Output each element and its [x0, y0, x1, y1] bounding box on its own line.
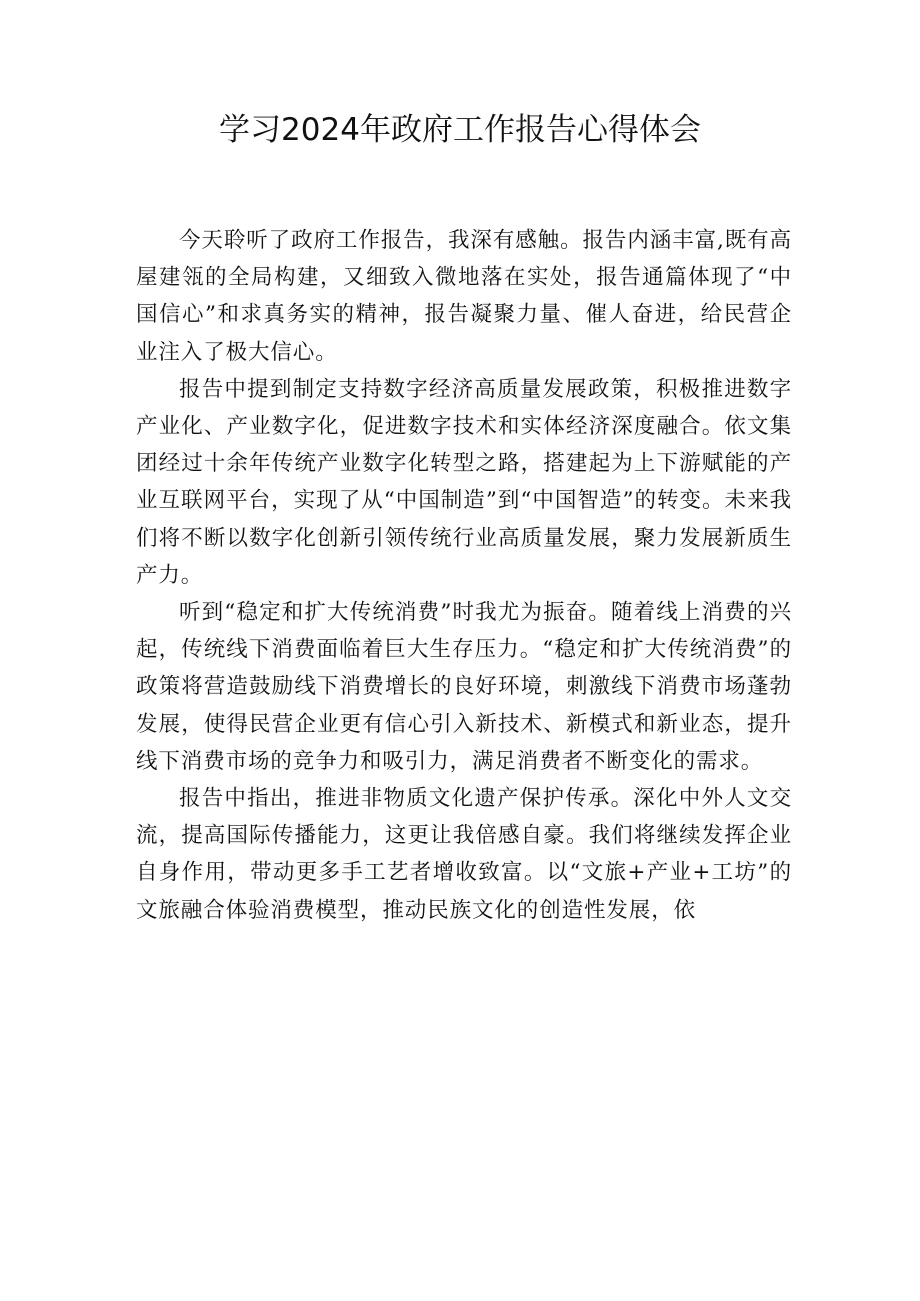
document-body	[136, 222, 792, 929]
paragraph-1: 今天聆听了政府工作报告，我深有感触。报告内涵丰富,既有高屋建瓴的全局构建，又细致入微地落在实处，报告通篇体现了“中国信心”和求真务实的精神，报告凝聚力量、催人奋进，给民营企业注入了极大信心。	[136, 228, 792, 365]
document-title: 学习2024年政府工作报告心得体会	[219, 112, 701, 148]
paragraph-2: 报告中提到制定支持数字经济高质量发展政策，积极推进数字产业化、产业数字化，促进数字技术和实体经济深度融合。依文集团经过十余年传统产业数字化转型之路，搭建起为上下游赋能的产业互联网平台，实现了从“中国制造”到“中国智造”的转变。未来我们将不断以数字化创新引领传统行业高质量发展，聚力发展新质生产力。	[136, 376, 792, 588]
paragraph-3: 听到“稳定和扩大传统消费”时我尤为振奋。随着线上消费的兴起，传统线下消费面临着巨大生存压力。“稳定和扩大传统消费”的政策将营造鼓励线下消费增长的良好环境，刺激线下消费市场蓬勃发展，使得民营企业更有信心引入新技术、新模式和新业态，提升线下消费市场的竞争力和吸引力，满足消费者不断变化的需求。	[136, 600, 792, 774]
paragraph-4: 报告中指出，推进非物质文化遗产保护传承。深化中外人文交流，提高国际传播能力，这更让我倍感自豪。我们将继续发挥企业自身作用，带动更多手工艺者增收致富。以“文旅+产业+工坊”的文旅融合体验消费模型，推动民族文化的创造性发展，依	[136, 786, 792, 923]
